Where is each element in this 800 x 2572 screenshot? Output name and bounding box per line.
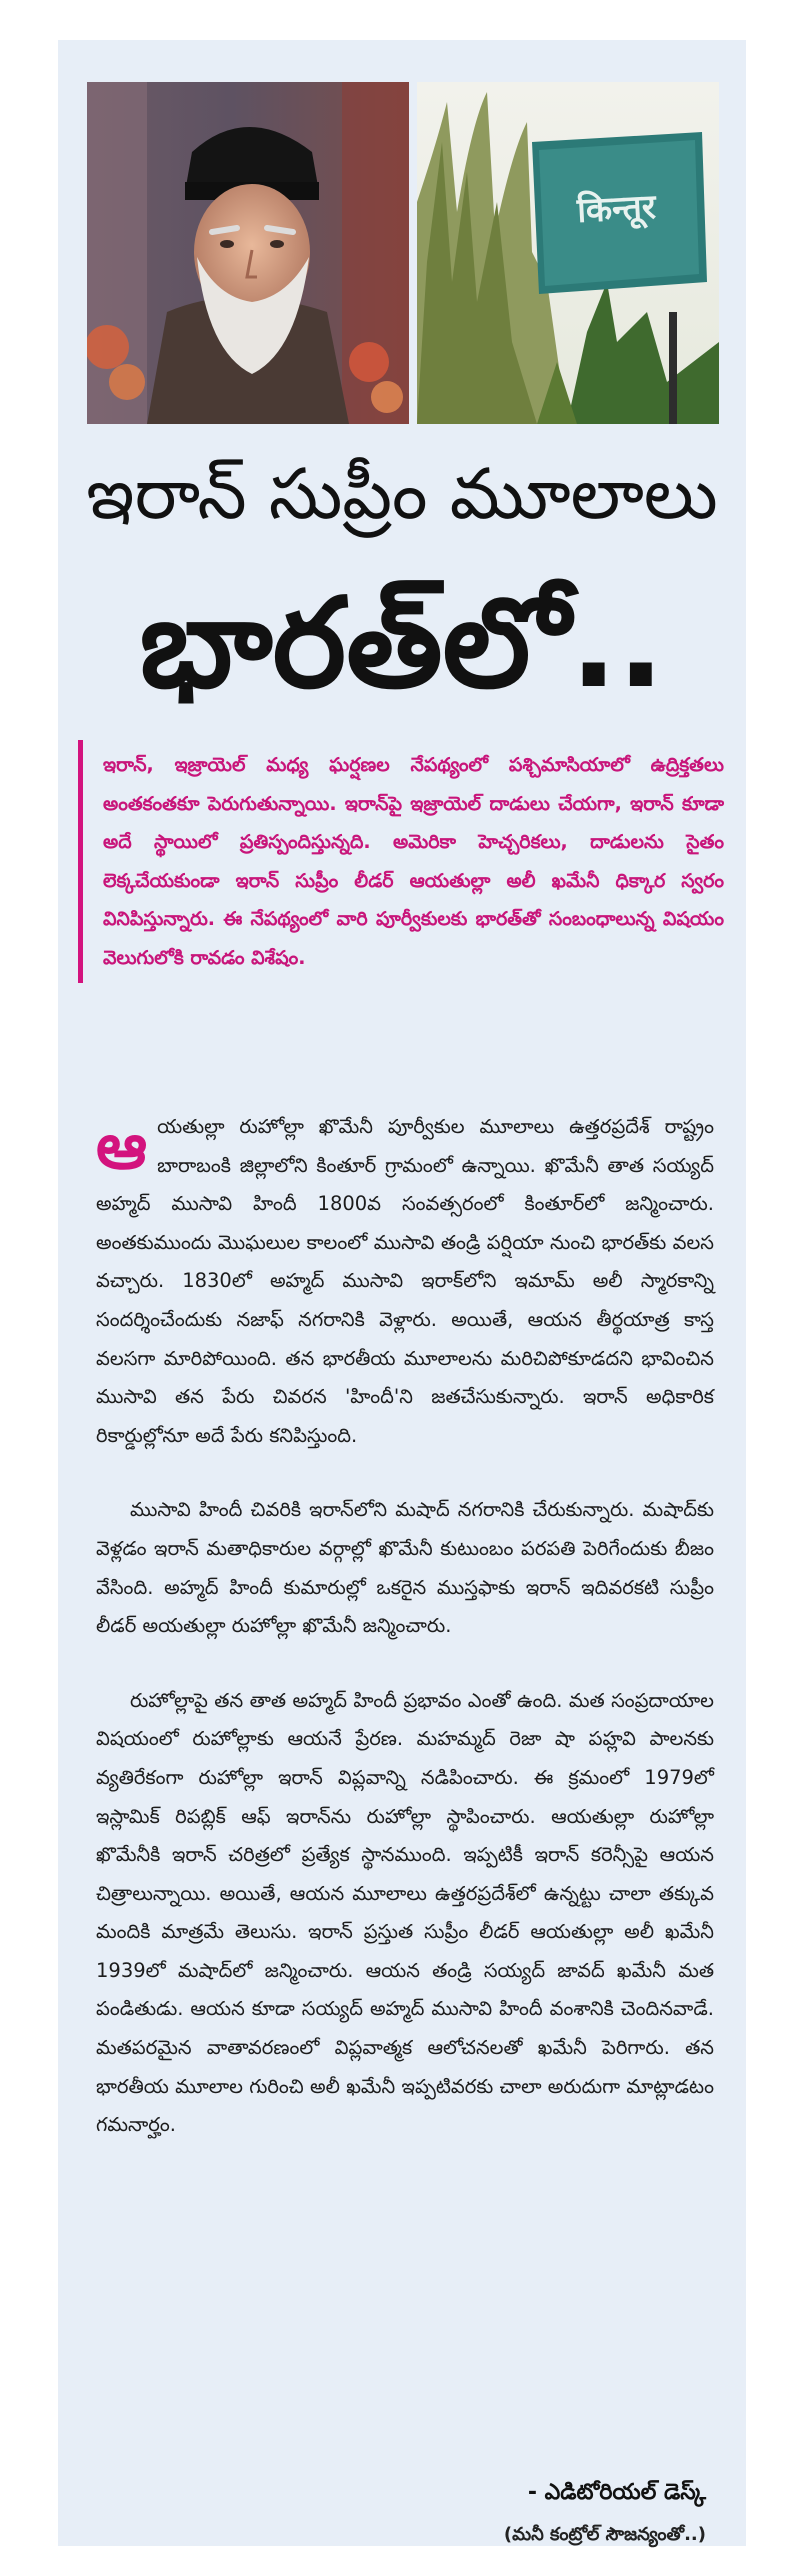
headline-line-2: భారత్‌లో.. [139, 572, 665, 716]
byline: - ఎడిటోరియల్ డెస్క్ [527, 2480, 706, 2505]
khomeini-portrait-photo [87, 82, 409, 424]
body-paragraph-3: రుహోల్లాపై తన తాత అహ్మద్ హిందీ ప్రభావం ఎంతో ఉంది. మత సంప్రదాయాల విషయంలో రుహోల్లాకు ఆయనే ప్రేరణ. మహమ్మద్ రెజా షా పహ్లవి పాలనకు వ్యతిరేకంగా రుహోల్లా ఇరాన్ విప్లవాన్ని నడిపించారు. ఈ క్రమంలో 1979లో ఇస్లామిక్ రిపబ్లిక్ ఆఫ్ ఇరాన్‌ను రుహోల్లా స్థాపించారు. ఆయతుల్లా రుహోల్లా ఖొమేనీకి ఇరాన్ చరిత్రలో ప్రత్యేక స్థానముంది. ఇప్పటికీ ఇరాన్ కరెన్సీపై ఆయన చిత్రాలున్నాయి. అయితే, ఆయన మూలాలు ఉత్తరప్రదేశ్‌లో ఉన్నట్టు చాలా తక్కువ మందికి మాత్రమే తెలుసు. ఇరాన్ ప్రస్తుత సుప్రీం లీడర్ ఆయతుల్లా అలీ ఖమేనీ 1939లో మషాద్‌లో జన్మించారు. ఆయన తండ్రి సయ్యద్ జావద్ ఖమేనీ మత పండితుడు. ఆయన కూడా సయ్యద్ అహ్మద్ ముసావి హిందీ వంశానికి చెందినవాడే. మతపరమైన వాతావరణంలో విప్లవాత్మక ఆలోచనలతో ఖమేనీ పెరిగారు. తన భారతీయ మూలాల గురించి అలీ ఖమేనీ ఇప్పటివరకు చాలా అరుదుగా మాట్లాడటం గమనార్హం. [96, 1688, 714, 2137]
drop-cap-letter: ఆ [96, 1110, 148, 1184]
village-sign-label: किन्तूर [576, 186, 657, 232]
headline-line-1: ఇరాన్ సుప్రీం మూలాలు [86, 453, 718, 535]
village-sign-image [417, 82, 719, 424]
body-paragraph-1-text: యతుల్లా రుహోల్లా ఖొమేనీ పూర్వీకుల మూలాలు ఉత్తరప్రదేశ్ రాష్ట్రం బారాబంకి జిల్లాలోని కింతూర్ గ్రామంలో ఉన్నాయి. ఖొమేనీ తాత సయ్యద్ అహ్మద్ ముసావి హిందీ 1800వ సంవత్సరంలో కింతూర్‌లో జన్మించారు. అంతకుముందు మొఘలుల కాలంలో ముసావి తండ్రి పర్షియా నుంచి భారత్‌కు వలస వచ్చారు. 1830లో అహ్మద్ ముసావి ఇరాక్‌లోని ఇమామ్ అలీ స్మారకాన్ని సందర్శించేందుకు నజాఫ్ నగరానికి వెళ్లారు. అయితే, ఆయన తీర్థయాత్ర కాస్త వలసగా మారిపోయింది. తన భారతీయ మూలాలను మరిచిపోకూడదని భావించిన ముసావి తన పేరు చివరన 'హిందీ'ని జతచేసుకున్నారు. ఇరాన్ అధికారిక రికార్డుల్లోనూ అదే పేరు కనిపిస్తుంది. [96, 1115, 714, 1447]
article-photos [87, 82, 719, 424]
source-courtesy: (మనీ కంట్రోల్ సౌజన్యంతో..) [503, 2524, 706, 2545]
body-paragraph-2: ముసావి హిందీ చివరికి ఇరాన్‌లోని మషాద్ నగరానికి చేరుకున్నారు. మషాద్‌కు వెళ్లడం ఇరాన్ మతాధికారుల వర్గాల్లో ఖొమేనీ కుటుంబం పరపతి పెరిగేందుకు బీజం వేసింది. అహ్మద్ హిందీ కుమారుల్లో ఒకరైన ముస్తఫాకు ఇరాన్ ఇదివరకటి సుప్రీం లీడర్ అయతుల్లా రుహోల్లా ఖొమేనీ జన్మించారు. [96, 1498, 714, 1638]
intro-summary: ఇరాన్, ఇజ్రాయెల్ మధ్య ఘర్షణల నేపథ్యంలో పశ్చిమాసియాలో ఉద్రిక్తతలు అంతకంతకూ పెరుగుతున్నాయి. ఇరాన్‌పై ఇజ్రాయెల్ దాడులు చేయగా, ఇరాన్ కూడా అదే స్థాయిలో ప్రతిస్పందిస్తున్నది. అమెరికా హెచ్చరికలు, దాడులను సైతం లెక్కచేయకుండా ఇరాన్ సుప్రీం లీడర్ ఆయతుల్లా అలీ ఖమేనీ ధిక్కార స్వరం వినిపిస్తున్నారు. ఈ నేపథ్యంలో వారి పూర్వీకులకు భారత్‌తో సంబంధాలున్న విషయం వెలుగులోకి రావడం విశేషం. [78, 740, 730, 983]
body-paragraph-1 [96, 1108, 714, 1455]
news-article [58, 40, 746, 2546]
portrait-image [87, 82, 409, 424]
article-body [96, 1108, 714, 2181]
kintoor-village-sign-photo [417, 82, 719, 424]
